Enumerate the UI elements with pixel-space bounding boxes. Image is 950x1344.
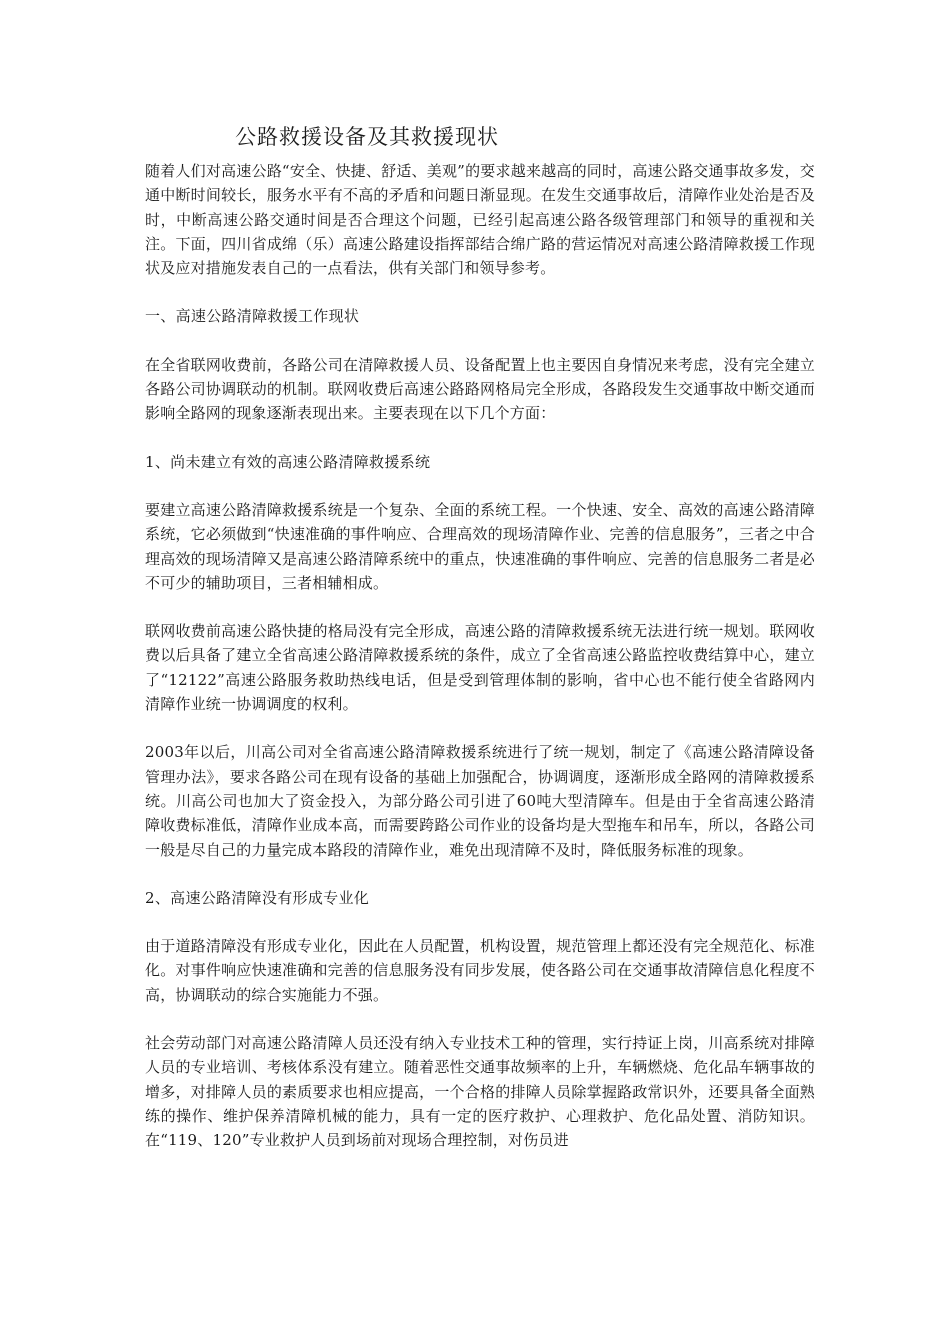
- document-body: [145, 159, 815, 1153]
- subheading-not-specialized: 2、高速公路清障没有形成专业化: [145, 888, 370, 907]
- paragraph-labor-department: 社会劳动部门对高速公路清障人员还没有纳入专业技术工种的管理，实行持证上岗，川高系统对排障人员的专业培训、考核体系没有建立。随着恶性交通事故频率的上升，车辆燃烧、危化品车辆事故的增多，对排障人员的素质要求也相应提高，一个合格的排障人员除掌握路政常识外，还要具备全面熟练的操作、维护保养清障机械的能力，具有一定的医疗救护、心理救护、危化品处置、消防知识。在“119、120”专业救护人员到场前对现场合理控制，对伤员进: [145, 1034, 815, 1150]
- paragraph-after-2003: 2003年以后，川高公司对全省高速公路清障救援系统进行了统一规划，制定了《高速公路清障设备管理办法》，要求各路公司在现有设备的基础上加强配合，协调调度，逐渐形成全路网的清障救援系统。川高公司也加大了资金投入，为部分路公司引进了60吨大型清障车。但是由于全省高速公路清障收费标准低，清障作业成本高，而需要跨路公司作业的设备均是大型拖车和吊车，所以，各路公司一般是尽自己的力量完成本路段的清障作业，难免出现清障不及时，降低服务标准的现象。: [145, 743, 815, 859]
- section-heading-current-status: 一、高速公路清障救援工作现状: [145, 307, 360, 326]
- paragraph-networked-tolling: 在全省联网收费前，各路公司在清障救援人员、设备配置上也主要因自身情况来考虑，没有完全建立各路公司协调联动的机制。联网收费后高速公路路网格局完全形成，各路段发生交通事故中断交通而影响全路网的现象逐渐表现出来。主要表现在以下几个方面：: [145, 355, 815, 423]
- document-title: 公路救援设备及其救援现状: [235, 125, 499, 149]
- paragraph-before-networking: 联网收费前高速公路快捷的格局没有完全形成，高速公路的清障救援系统无法进行统一规划。联网收费以后具备了建立全省高速公路清障救援系统的条件，成立了全省高速公路监控收费结算中心，建立了“12122”高速公路服务救助热线电话，但是受到管理体制的影响，省中心也不能行使全省路网内清障作业统一协调调度的权利。: [145, 622, 815, 714]
- paragraph-specialization: 由于道路清障没有形成专业化，因此在人员配置，机构设置，规范管理上都还没有完全规范化、标准化。对事件响应快速准确和完善的信息服务没有同步发展，使各路公司在交通事故清障信息化程度不高，协调联动的综合实施能力不强。: [145, 937, 815, 1004]
- intro-paragraph: 随着人们对高速公路“安全、快捷、舒适、美观”的要求越来越高的同时，高速公路交通事故多发，交通中断时间较长，服务水平有不高的矛盾和问题日渐显现。在发生交通事故后，清障作业处治是否及时，中断高速公路交通时间是否合理这个问题，已经引起高速公路各级管理部门和领导的重视和关注。下面，四川省成绵（乐）高速公路建设指挥部结合绵广路的营运情况对高速公路清障救援工作现状及应对措施发表自己的一点看法，供有关部门和领导参考。: [145, 162, 815, 278]
- subheading-no-rescue-system: 1、尚未建立有效的高速公路清障救援系统: [145, 452, 431, 471]
- paragraph-rescue-system-engineering: 要建立高速公路清障救援系统是一个复杂、全面的系统工程。一个快速、安全、高效的高速公路清障系统，它必须做到“快速准确的事件响应、合理高效的现场清障作业、完善的信息服务”，三者之中合理高效的现场清障又是高速公路清障系统中的重点，快速准确的事件响应、完善的信息服务二者是必不可少的辅助项目，三者相辅相成。: [145, 500, 815, 592]
